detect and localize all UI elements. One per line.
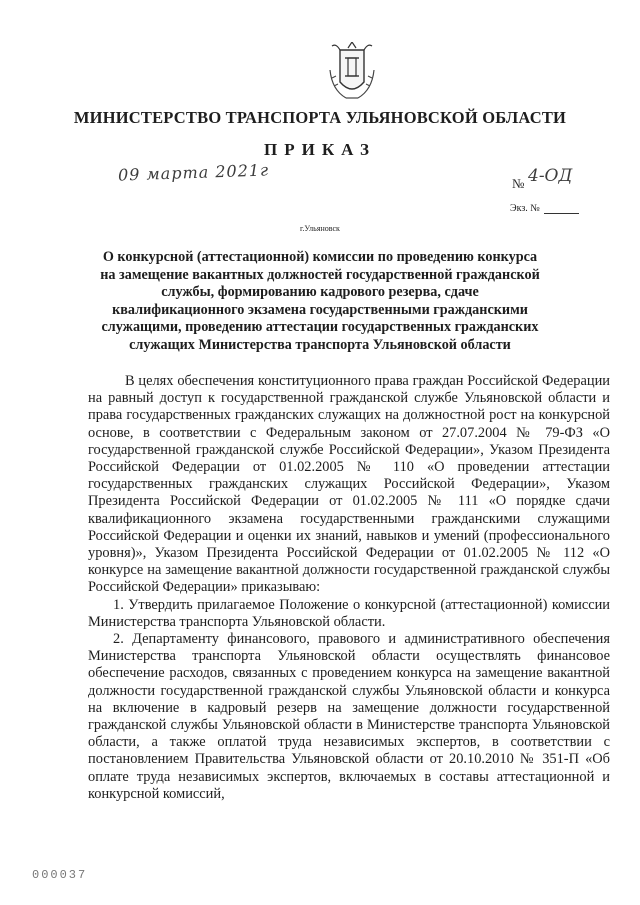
- copy-number-label: Экз. №: [510, 203, 540, 214]
- handwritten-date: 09 марта 2021г: [117, 160, 270, 185]
- document-body: [88, 373, 610, 803]
- order-title: ПРИКАЗ: [264, 140, 376, 159]
- clause-1-paragraph: 1. Утвердить прилагаемое Положение о конкурсной (аттестационной) комиссии Министерства транспорта Ульяновской области.: [88, 596, 610, 630]
- ministry-name: МИНИСТЕРСТВО ТРАНСПОРТА УЛЬЯНОВСКОЙ ОБЛАСТИ: [73, 108, 567, 127]
- clause-2-paragraph: 2. Департаменту финансового, правового и административного обеспечения Министерства транспорта Ульяновской области осуществлять финансовое обеспечение расходов, связанных с проведением конкурса на замещение вакантной должности государственной гражданской службы Ульяновской области и конкурса на включение в кадровый резерв на замещение должности государственной гражданской службы Ульяновской области в Министерстве транспорта Ульяновской области, а также оплатой труда независимых экспертов, в соответствии с постановлением Правительства Ульяновской области от 20.10.2010 № 351-П «Об оплате труда независимых экспертов, включаемых в составы аттестационной и конкурсной комиссий,: [88, 631, 610, 802]
- handwritten-order-number: 4-ОД: [528, 166, 573, 186]
- city-line: г.Ульяновск: [300, 224, 340, 233]
- serial-stamp: 000037: [32, 868, 88, 882]
- coat-of-arms-emblem: [326, 42, 378, 104]
- preamble-paragraph: В целях обеспечения конституционного права граждан Российской Федерации на равный доступ к государственной гражданской службе Ульяновской области и права государственных гражданских служащих на должностной рост на конкурсной основе, в соответствии с Федеральным законом от 27.07.2004 № 79-ФЗ «О государственной гражданской службе Российской Федерации», Указом Президента Российской Федерации от 01.02.2005 № 110 «О проведении аттестации государственных гражданских служащих Российской Федерации», Указом Президента Российской Федерации от 01.02.2005 № 111 «О порядке сдачи квалификационного экзамена государственными гражданскими служащими Российской Федерации и оценки их знаний, навыков и умений (профессионального уровня)», Указом Президента Российской Федерации от 01.02.2005 № 112 «О конкурсе на замещение вакантной должности государственной гражданской службы Российской Федерации» приказываю:: [88, 373, 610, 596]
- copy-number-blank: [544, 213, 579, 214]
- order-number-label: №: [512, 176, 525, 191]
- document-title: О конкурсной (аттестационной) комиссии по проведению конкурса на замещение вакантных должностей государственной гражданской службы, формированию кадрового резерва, сдаче квалификационного экзамена государственными гражданскими служащими, проведению аттестации государственных гражданских служащих Министерства транспорта Ульяновской области: [100, 249, 540, 353]
